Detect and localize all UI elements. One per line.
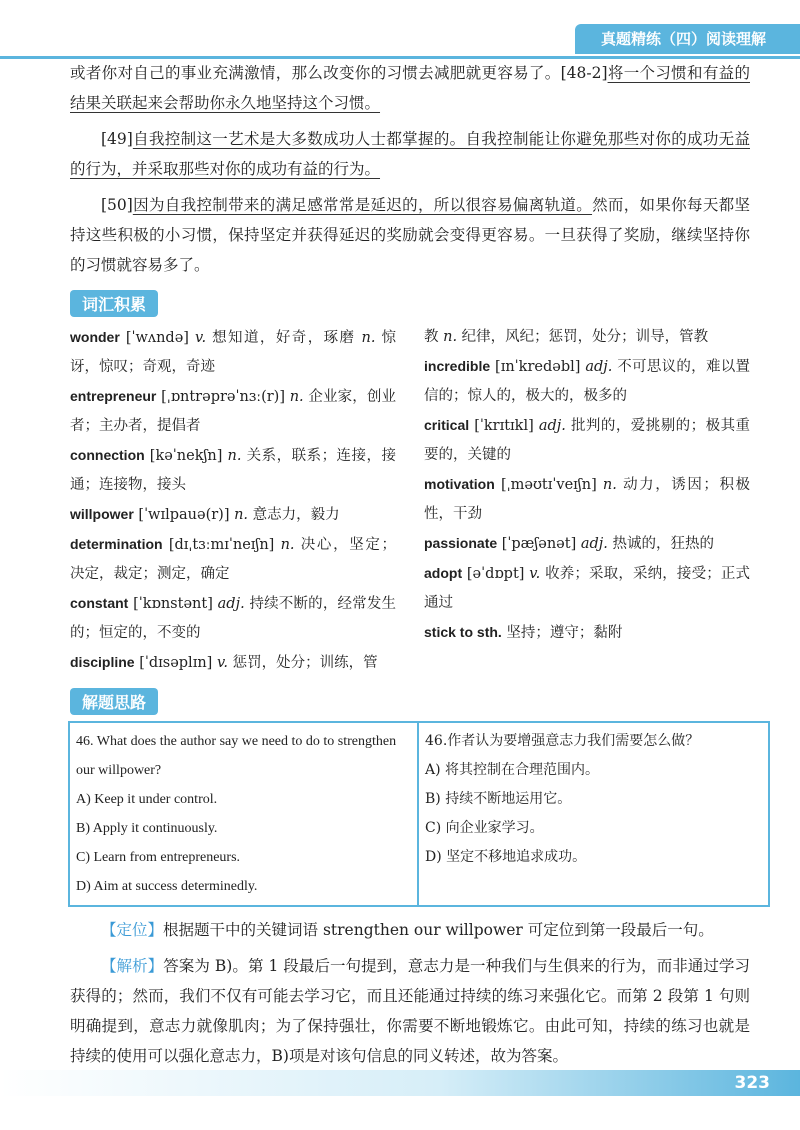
vocab-word: passionate bbox=[424, 535, 498, 551]
option-c: C) Learn from entrepreneurs. bbox=[76, 850, 241, 865]
vocab-column-right bbox=[424, 323, 750, 678]
vocab-phonetic: [dɪˌtɜːmɪˈneɪʃn] bbox=[168, 537, 275, 553]
vocab-definition: 坚持；遵守；黏附 bbox=[506, 625, 623, 641]
vocab-pos: v. bbox=[529, 566, 541, 582]
vocab-phonetic: [ˌɒntrəprəˈnɜː(r)] bbox=[161, 389, 285, 405]
vocab-item bbox=[70, 323, 396, 382]
question-stem-zh: 46.作者认为要增强意志力我们需要怎么做？ bbox=[425, 733, 700, 749]
vocab-word: critical bbox=[424, 417, 470, 433]
passage-paragraph-3 bbox=[70, 190, 750, 280]
vocab-word: wonder bbox=[70, 329, 120, 345]
vocab-pos: n. bbox=[443, 329, 458, 345]
vocab-item bbox=[70, 530, 396, 589]
vocab-item bbox=[70, 589, 396, 648]
vocab-definition: 热诚的，狂热的 bbox=[612, 536, 714, 552]
vocab-pos: v. bbox=[194, 330, 207, 346]
page-content bbox=[70, 58, 750, 1077]
option-c-zh: C) 向企业家学习。 bbox=[425, 820, 544, 836]
vocab-phonetic: [ˈwʌndə] bbox=[125, 330, 189, 346]
vocab-word: motivation bbox=[424, 476, 495, 492]
vocab-definition: 惊讶，惊叹；奇观，奇迹 bbox=[70, 330, 397, 375]
vocab-item bbox=[70, 500, 396, 530]
vocab-pos: n. bbox=[602, 477, 617, 493]
option-a-zh: A) 将其控制在合理范围内。 bbox=[425, 762, 600, 778]
vocab-definition: 想知道，好奇，琢磨 bbox=[212, 330, 362, 346]
vocab-definition: 持续不断的，经常发生的；恒定的，不变的 bbox=[70, 596, 397, 641]
vocab-word: constant bbox=[70, 595, 129, 611]
option-b: B) Apply it continuously. bbox=[76, 821, 218, 836]
solution-section-label: 解题思路 bbox=[70, 688, 158, 715]
footer-bar bbox=[0, 1070, 800, 1096]
vocab-item bbox=[70, 648, 396, 678]
vocab-column-left bbox=[70, 323, 396, 678]
passage-paragraph-1 bbox=[70, 58, 750, 118]
vocab-section-label: 词汇积累 bbox=[70, 290, 158, 317]
vocab-definition: 意志力，毅力 bbox=[252, 507, 340, 523]
vocab-definition: 不可思议的，难以置信的；惊人的，极大的，极多的 bbox=[424, 359, 751, 404]
vocab-pos: n. bbox=[289, 389, 304, 405]
header-title: 真题精练（四）阅读理解 bbox=[575, 24, 800, 54]
vocab-pos: v. bbox=[216, 655, 229, 671]
vocab-definition: 纪律，风纪；惩罚，处分；训导，管教 bbox=[461, 329, 709, 345]
vocab-definition: 决心，坚定；决定，裁定；测定，确定 bbox=[70, 537, 396, 582]
vocab-pos: adj. bbox=[585, 359, 613, 375]
vocab-definition: 企业家，创业者；主办者，提倡者 bbox=[70, 389, 397, 434]
vocab-item bbox=[424, 352, 750, 411]
vocab-phonetic: [ˈkrɪtɪkl] bbox=[474, 418, 534, 434]
vocab-item bbox=[424, 323, 750, 352]
locate-tag: 【定位】 bbox=[101, 921, 164, 939]
vocab-word: willpower bbox=[70, 506, 134, 522]
option-b-zh: B) 持续不断地运用它。 bbox=[425, 791, 572, 807]
vocab-phonetic: [əˈdɒpt] bbox=[466, 566, 525, 582]
question-table bbox=[68, 721, 770, 907]
vocab-definition: 惩罚，处分；训练，管 bbox=[232, 655, 378, 671]
vocab-pos: adj. bbox=[538, 418, 566, 434]
vocab-phonetic: [ˈkɒnstənt] bbox=[133, 596, 213, 612]
passage-underlined-text: 将一个习惯和有益的结果关联起来会帮助你永久地坚持这个习惯。 bbox=[70, 64, 750, 112]
vocab-definition: 动力，诱因；积极性，干劲 bbox=[424, 477, 751, 522]
vocab-word: determination bbox=[70, 536, 163, 552]
vocab-item bbox=[424, 618, 750, 648]
vocab-item bbox=[70, 441, 396, 500]
page-number: 323 bbox=[734, 1073, 770, 1093]
vocab-list bbox=[70, 323, 750, 678]
analysis-text: 答案为 B)。第 1 段最后一句提到，意志力是一种我们与生俱来的行为，而非通过学习获得的；然而，我们不仅有可能去学习它，而且还能通过持续的练习来强化它。而第 2 段第 1 句则明确提到，意志力就像肌肉；为了保持强壮，你需要不断地锻炼它。由此可知，持续的练习也就是持续的使用可以强化意志力，B)项是对该句信息的同义转述，故为答案。 bbox=[70, 957, 750, 1065]
question-chinese bbox=[419, 723, 768, 905]
vocab-item bbox=[424, 559, 750, 618]
vocab-pos: n. bbox=[361, 330, 376, 346]
vocab-item bbox=[70, 382, 396, 441]
passage-marker: [50] bbox=[101, 196, 133, 214]
vocab-word: adopt bbox=[424, 565, 463, 581]
vocab-definition: 批判的，爱挑剔的；极其重要的，关键的 bbox=[424, 418, 751, 463]
vocab-pos: adj. bbox=[217, 596, 245, 612]
vocab-phonetic: [ˈpæʃənət] bbox=[501, 536, 577, 552]
vocab-item bbox=[424, 529, 750, 559]
header-bar bbox=[0, 0, 800, 59]
vocab-definition: 关系，联系；连接，接通；连接物，接头 bbox=[70, 448, 397, 493]
vocab-phonetic: [ɪnˈkredəbl] bbox=[495, 359, 581, 375]
vocab-phonetic: [ˈwɪlpauə(r)] bbox=[138, 507, 230, 523]
vocab-pos: n. bbox=[227, 448, 242, 464]
analysis-tag: 【解析】 bbox=[101, 957, 164, 975]
passage-text: 然而，如果你每天都坚持这些积极的小习惯，保持坚定并获得延迟的奖励就会变得更容易。一旦获得了奖励，继续坚持你的习惯就容易多了。 bbox=[70, 196, 750, 274]
analysis-paragraph bbox=[70, 951, 750, 1071]
passage-paragraph-2 bbox=[70, 124, 750, 184]
vocab-word: connection bbox=[70, 447, 145, 463]
vocab-pos: n. bbox=[280, 537, 295, 553]
option-d: D) Aim at success determinedly. bbox=[76, 879, 258, 894]
passage-underlined-text: 因为自我控制带来的满足感常常是延迟的，所以很容易偏离轨道。 bbox=[132, 196, 593, 214]
option-d-zh: D) 坚定不移地追求成功。 bbox=[425, 849, 587, 865]
vocab-word: stick to sth. bbox=[424, 624, 502, 640]
question-english bbox=[70, 723, 419, 905]
vocab-definition: 收养；采取，采纳，接受；正式通过 bbox=[424, 566, 751, 611]
vocab-phonetic: [kəˈnekʃn] bbox=[149, 448, 223, 464]
vocab-word: discipline bbox=[70, 654, 135, 670]
locate-paragraph bbox=[70, 915, 750, 945]
passage-marker: [49] bbox=[101, 130, 133, 148]
question-stem: 46. What does the author say we need to do to strengthen our willpower? bbox=[76, 734, 397, 778]
vocab-phonetic: [ˈdɪsəplɪn] bbox=[139, 655, 213, 671]
vocab-phonetic: [ˌməʊtɪˈveɪʃn] bbox=[500, 477, 597, 493]
vocab-item bbox=[424, 470, 750, 529]
option-a: A) Keep it under control. bbox=[76, 792, 218, 807]
vocab-word: incredible bbox=[424, 358, 491, 374]
vocab-definition: 教 bbox=[424, 329, 444, 345]
passage-underlined-text: 自我控制这一艺术是大多数成功人士都掌握的。自我控制能让你避免那些对你的成功无益的行为，并采取那些对你的成功有益的行为。 bbox=[70, 130, 750, 178]
vocab-item bbox=[424, 411, 750, 470]
vocab-pos: adj. bbox=[580, 536, 608, 552]
vocab-pos: n. bbox=[234, 507, 249, 523]
locate-text: 根据题干中的关键词语 strengthen our willpower 可定位到第一段最后一句。 bbox=[163, 921, 714, 939]
vocab-word: entrepreneur bbox=[70, 388, 157, 404]
passage-text: 或者你对自己的事业充满激情，那么改变你的习惯去减肥就更容易了。[48-2] bbox=[70, 64, 608, 82]
